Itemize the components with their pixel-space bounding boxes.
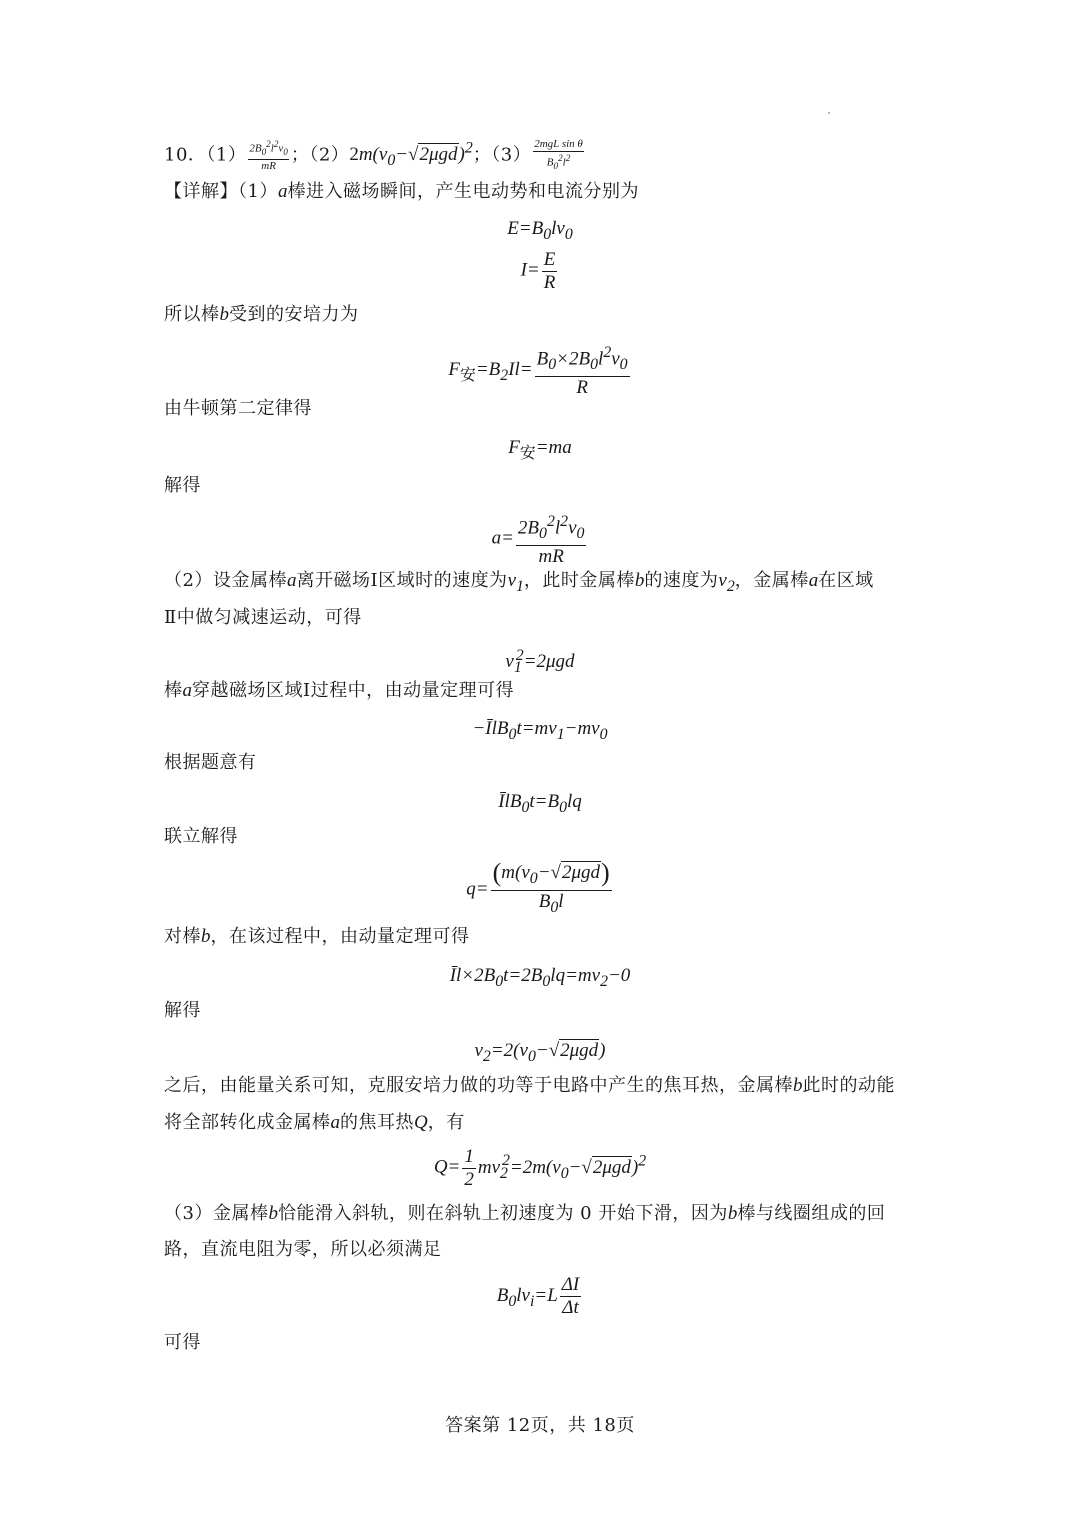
detail-line-1: 【详解】（1）a棒进入磁场瞬间，产生电动势和电流分别为 <box>164 181 639 202</box>
text-energy-line2: 将全部转化成金属棒a的焦耳热Q，有 <box>164 1112 465 1133</box>
text-solve-1: 解得 <box>164 475 201 496</box>
text-energy-line1: 之后，由能量关系可知，克服安培力做的功等于电路中产生的焦耳热，金属棒b此时的动能 <box>164 1075 895 1096</box>
text-momentum-a: 棒a穿越磁场区域Ⅰ过程中，由动量定理可得 <box>164 680 515 701</box>
answer-1-fraction: $\frac{2B_0^2l^2v_0}{mR}$ <box>249 138 288 172</box>
answer-line: 10．（1） $\frac{2B_0^2l^2v_0}{mR}$ ；$(2)2m(v_0-√2\mu gd)^2$；（3） $\frac{\text{2mgL sin θ}}{B_0^2l^2}$ <box>164 137 583 172</box>
text-newton: 由牛顿第二定律得 <box>164 398 312 419</box>
text-ampere-force: 所以棒b受到的安培力为 <box>164 304 359 325</box>
equation-force: $F_安=B_2Il=$ $\frac{B_0\times 2B_0l^2v_0}{R}$ <box>448 344 628 399</box>
text-solve-2: 解得 <box>164 1000 201 1021</box>
equation-emf: $E=B_0lv_0$ <box>507 218 573 243</box>
equation-charge: q= $\frac{(m(v_0-√2\mu gd)}{B_0l}$ <box>466 858 610 916</box>
equation-newton: $F_安=ma$ <box>508 437 572 462</box>
text-given: 根据题意有 <box>164 752 257 773</box>
detail-label: 【详解】 <box>164 181 238 202</box>
equation-v1-squared: $v_1^2=2\mu gd$ <box>505 647 575 677</box>
text-part2-line1: （2）设金属棒a离开磁场Ⅰ区域时的速度为$v_1$，此时金属棒b的速度为$v_2$，金属棒a在区域 <box>164 570 874 595</box>
scan-speck <box>828 112 830 114</box>
answer-3-fraction: $\frac{\text{2mgL sin θ}}{B_0^2l^2}$ <box>534 137 583 171</box>
text-combine: 联立解得 <box>164 826 238 847</box>
equation-charge-relation: $ĪlB_0t=B_0lq$ <box>498 791 582 816</box>
equation-heat: Q= $\frac{1}{2}$ $mv_2^2=2m(v_0-√2\mu gd)^2$ <box>433 1146 647 1190</box>
text-obtain: 可得 <box>164 1332 201 1353</box>
equation-momentum-b: $Īl\times 2B_0t=2B_0lq=mv_2-0$ <box>449 965 631 990</box>
equation-momentum-a: $-ĪlB_0t=mv_1-mv_0$ <box>472 718 608 743</box>
text-part2-line2: Ⅱ中做匀减速运动，可得 <box>164 607 362 628</box>
text-part3-line1: （3）金属棒b恰能滑入斜轨，则在斜轨上初速度为 0 开始下滑，因为b棒与线圈组成的回 <box>164 1203 886 1224</box>
equation-v2: $v_2=2(v_0-√2\mu gd)$ <box>474 1040 606 1065</box>
equation-current: I= $\frac{E}{R}$ <box>520 249 556 293</box>
page-footer: 答案第 12页，共 18页 <box>445 1415 635 1436</box>
equation-inductance: $B_0lv_i=L$ $\frac{\Delta I}{\Delta t}$ <box>496 1274 580 1318</box>
text-momentum-b: 对棒b，在该过程中，由动量定理可得 <box>164 926 470 947</box>
equation-acceleration: a= $\frac{2B_0^2l^2v_0}{mR}$ <box>491 513 585 568</box>
text-part3-line2: 路，直流电阻为零，所以必须满足 <box>164 1239 442 1260</box>
